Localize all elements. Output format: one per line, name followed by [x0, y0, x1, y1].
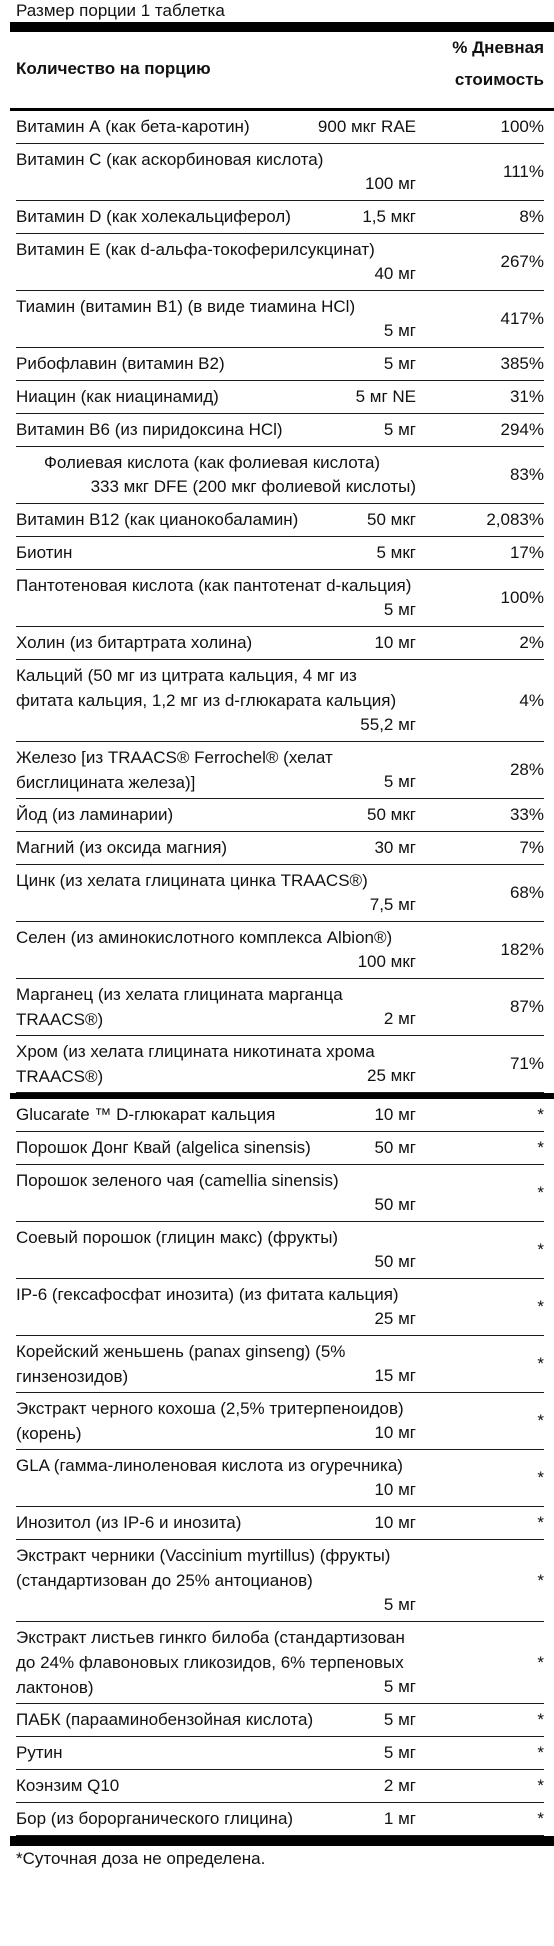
nutrient-name: Экстракт черного кохоша (2,5% тритерпеноидов) (корень)	[16, 1399, 404, 1443]
nutrient-name: Холин (из битартрата холина)	[16, 633, 253, 652]
daily-value-percent: 294%	[500, 420, 544, 439]
nutrient-row	[16, 1132, 544, 1165]
nutrient-row	[16, 627, 544, 660]
daily-value-percent: *	[537, 1652, 544, 1672]
daily-value-percent: 4%	[519, 690, 544, 710]
nutrient-amount: 50 мкг	[367, 510, 416, 529]
nutrient-row	[16, 922, 544, 979]
nutrient-amount: 25 мкг	[367, 1066, 416, 1085]
nutrient-row	[16, 1770, 544, 1803]
daily-value-percent: 68%	[509, 883, 544, 902]
daily-value-percent: *	[537, 1183, 544, 1202]
nutrient-name: Кальций (50 мг из цитрата кальция, 4 мг из фитата кальция, 1,2 мг из d-глюкарата кальция)	[16, 666, 397, 710]
nutrient-row	[16, 1622, 544, 1704]
nutrient-row	[16, 1450, 544, 1507]
nutrient-row	[16, 979, 544, 1036]
table-header	[0, 32, 554, 108]
nutrient-amount: 50 мкг	[367, 805, 416, 824]
other-ingredients-section	[0, 1099, 554, 1836]
nutrient-row	[16, 504, 544, 537]
nutrient-row	[16, 144, 544, 201]
nutrient-amount: 2 мг	[383, 1776, 416, 1795]
nutrient-row	[16, 201, 544, 234]
nutrient-amount: 50 мг	[374, 1195, 416, 1214]
nutrient-row	[16, 865, 544, 922]
nutrient-row	[16, 1036, 544, 1093]
daily-value-percent: *	[537, 1743, 544, 1762]
nutrient-row	[16, 1279, 544, 1336]
nutrient-amount: 25 мг	[374, 1309, 416, 1328]
daily-value-percent: 2,083%	[486, 510, 544, 529]
daily-value-percent: *	[537, 1513, 544, 1532]
daily-value-percent: 100%	[500, 588, 544, 607]
nutrient-row	[16, 1540, 544, 1622]
nutrient-name: Соевый порошок (глицин макс) (фрукты)	[16, 1228, 339, 1247]
daily-value-percent: 33%	[509, 805, 544, 824]
nutrient-name: Glucarate ™ D-глюкарат кальция	[16, 1105, 276, 1124]
nutrient-row	[16, 1393, 544, 1450]
daily-value-percent: 71%	[509, 1054, 544, 1073]
daily-value-percent: 2%	[519, 633, 544, 652]
bottom-rule	[10, 1836, 554, 1846]
daily-value-percent: 100%	[500, 117, 544, 136]
nutrient-amount: 5 мг	[383, 354, 416, 373]
nutrient-amount: 55,2 мг	[360, 715, 416, 734]
daily-value-percent: 87%	[509, 997, 544, 1016]
daily-value-percent: 8%	[519, 207, 544, 226]
nutrient-row	[16, 537, 544, 570]
nutrient-amount: 10 мг	[374, 1480, 416, 1499]
nutrient-name: Корейский женьшень (panax ginseng) (5% гинзенозидов)	[16, 1342, 346, 1386]
daily-value-percent: 385%	[500, 354, 544, 373]
nutrient-row	[16, 1222, 544, 1279]
nutrient-amount: 50 мг	[374, 1138, 416, 1157]
daily-value-percent: 111%	[503, 162, 544, 181]
daily-value-percent: *	[537, 1105, 544, 1124]
daily-value-percent: *	[537, 1240, 544, 1259]
nutrient-name: Ниацин (как ниацинамид)	[16, 387, 219, 406]
daily-value-percent: 28%	[509, 760, 544, 779]
nutrient-name: Пантотеновая кислота (как пантотенат d-кальция)	[16, 576, 412, 595]
amount-per-serving-label: Количество на порцию	[16, 59, 211, 78]
nutrient-row	[16, 1737, 544, 1770]
nutrient-row	[16, 1165, 544, 1222]
nutrient-name: Витамин D (как холекальциферол)	[16, 207, 291, 226]
nutrient-name: Железо [из TRAACS® Ferrochel® (хелат бисглицината железа)]	[16, 748, 333, 792]
nutrient-row	[16, 1507, 544, 1540]
daily-value-percent: *	[537, 1809, 544, 1828]
daily-value-percent: *	[537, 1570, 544, 1590]
nutrient-row	[16, 1803, 544, 1836]
nutrient-row	[16, 447, 544, 504]
nutrient-name: Биотин	[16, 543, 73, 562]
nutrient-name: Порошок зеленого чая (camellia sinensis)	[16, 1171, 339, 1190]
nutrient-row	[16, 832, 544, 865]
nutrient-amount: 7,5 мг	[369, 895, 416, 914]
nutrient-amount: 5 мг	[383, 321, 416, 340]
nutrient-amount: 5 мг	[383, 1595, 416, 1614]
daily-value-percent: 31%	[509, 387, 544, 406]
nutrient-row	[16, 742, 544, 799]
nutrient-row	[16, 660, 544, 742]
nutrient-name: Селен (из аминокислотного комплекса Albion®)	[16, 928, 393, 947]
nutrient-name: Коэнзим Q10	[16, 1776, 120, 1795]
nutrient-name: Экстракт черники (Vaccinium myrtillus) (фрукты) (стандартизован до 25% антоцианов)	[16, 1546, 391, 1590]
footnote: *Суточная доза не определена.	[16, 1849, 266, 1868]
daily-value-percent: 83%	[509, 465, 544, 484]
daily-value-header	[434, 32, 544, 96]
nutrient-name: Витамин Е (как d-альфа-токоферилсукцинат)	[16, 240, 375, 259]
nutrient-name: Рибофлавин (витамин В2)	[16, 354, 225, 373]
nutrient-name: Витамин А (как бета-каротин)	[16, 117, 250, 136]
nutrient-name: Порошок Донг Квай (algelica sinensis)	[16, 1138, 311, 1157]
daily-value-percent: *	[537, 1411, 544, 1430]
nutrient-amount: 1 мг	[383, 1809, 416, 1828]
nutrient-amount: 30 мг	[374, 838, 416, 857]
nutrient-row	[16, 414, 544, 447]
nutrient-amount: 5 мг NE	[355, 387, 416, 406]
nutrient-amount: 1,5 мкг	[362, 207, 416, 226]
nutrient-amount: 100 мг	[365, 174, 416, 193]
nutrient-row	[16, 381, 544, 414]
nutrient-row	[16, 348, 544, 381]
nutrient-amount: 10 мг	[374, 1105, 416, 1124]
nutrient-row	[16, 234, 544, 291]
daily-value-percent: *	[537, 1354, 544, 1373]
nutrient-name: Витамин С (как аскорбиновая кислота)	[16, 150, 324, 169]
daily-value-percent: *	[537, 1776, 544, 1795]
nutrient-amount: 333 мкг DFE (200 мкг фолиевой кислоты)	[90, 477, 416, 496]
nutrient-amount: 10 мг	[374, 1423, 416, 1442]
nutrient-name: Магний (из оксида магния)	[16, 838, 228, 857]
nutrient-amount: 900 мкг RAE	[317, 117, 416, 136]
nutrient-amount: 10 мг	[374, 1513, 416, 1532]
nutrient-row	[16, 111, 544, 144]
nutrient-name: Цинк (из хелата глицината цинка TRAACS®)	[16, 871, 368, 890]
nutrient-name: Йод (из ламинарии)	[16, 805, 174, 824]
nutrient-name: ПАБК (парааминобензойная кислота)	[16, 1710, 314, 1729]
daily-value-percent: 17%	[509, 543, 544, 562]
nutrient-amount: 40 мг	[374, 264, 416, 283]
daily-value-percent: *	[537, 1710, 544, 1729]
nutrient-row	[16, 799, 544, 832]
nutrient-row	[16, 1336, 544, 1393]
nutrient-amount: 2 мг	[383, 1009, 416, 1028]
nutrient-amount: 5 мг	[383, 1710, 416, 1729]
nutrient-amount: 5 мг	[383, 420, 416, 439]
nutrient-name: Инозитол (из IP-6 и инозита)	[16, 1513, 242, 1532]
daily-value-label-line1: % Дневная	[452, 38, 544, 57]
nutrient-row	[16, 570, 544, 627]
top-rule	[10, 22, 554, 32]
nutrient-row	[16, 291, 544, 348]
nutrient-name: Тиамин (витамин В1) (в виде тиамина HCl)	[16, 297, 356, 316]
vitamins-section	[0, 111, 554, 1093]
nutrient-name: Фолиевая кислота (как фолиевая кислота)	[44, 453, 381, 472]
nutrient-amount: 50 мг	[374, 1252, 416, 1271]
daily-value-percent: *	[537, 1297, 544, 1316]
daily-value-percent: 417%	[500, 309, 544, 328]
nutrient-amount: 5 мг	[383, 1677, 416, 1696]
nutrient-name: Рутин	[16, 1743, 63, 1762]
nutrient-name: Экстракт листьев гинкго билоба (стандартизован до 24% флавоновых гликозидов, 6% терпеновых лактонов)	[16, 1628, 405, 1697]
nutrient-amount: 100 мкг	[357, 952, 416, 971]
nutrient-name: Витамин В12 (как цианокобаламин)	[16, 510, 299, 529]
daily-value-percent: 7%	[519, 838, 544, 857]
daily-value-percent: *	[537, 1138, 544, 1157]
nutrient-amount: 5 мг	[383, 1743, 416, 1762]
nutrient-name: Марганец (из хелата глицината марганца TRAACS®)	[16, 985, 343, 1029]
nutrient-name: IP-6 (гексафосфат инозита) (из фитата кальция)	[16, 1285, 399, 1304]
daily-value-percent: *	[537, 1468, 544, 1487]
nutrient-row	[16, 1704, 544, 1737]
daily-value-label-line2: стоимость	[454, 70, 544, 89]
nutrient-amount: 5 мг	[383, 600, 416, 619]
daily-value-percent: 267%	[500, 252, 544, 271]
nutrient-name: Витамин В6 (из пиридоксина HCl)	[16, 420, 283, 439]
nutrient-name: Хром (из хелата глицината никотината хрома TRAACS®)	[16, 1042, 375, 1086]
nutrient-name: Бор (из борорганического глицина)	[16, 1809, 294, 1828]
nutrient-amount: 5 мкг	[376, 543, 416, 562]
nutrient-row	[16, 1099, 544, 1132]
nutrient-amount: 10 мг	[374, 633, 416, 652]
daily-value-percent: 182%	[500, 940, 544, 959]
nutrient-amount: 15 мг	[374, 1366, 416, 1385]
serving-size: Размер порции 1 таблетка	[16, 1, 225, 20]
nutrient-name: GLA (гамма-линоленовая кислота из огуречника)	[16, 1456, 403, 1475]
nutrient-amount: 5 мг	[383, 772, 416, 791]
